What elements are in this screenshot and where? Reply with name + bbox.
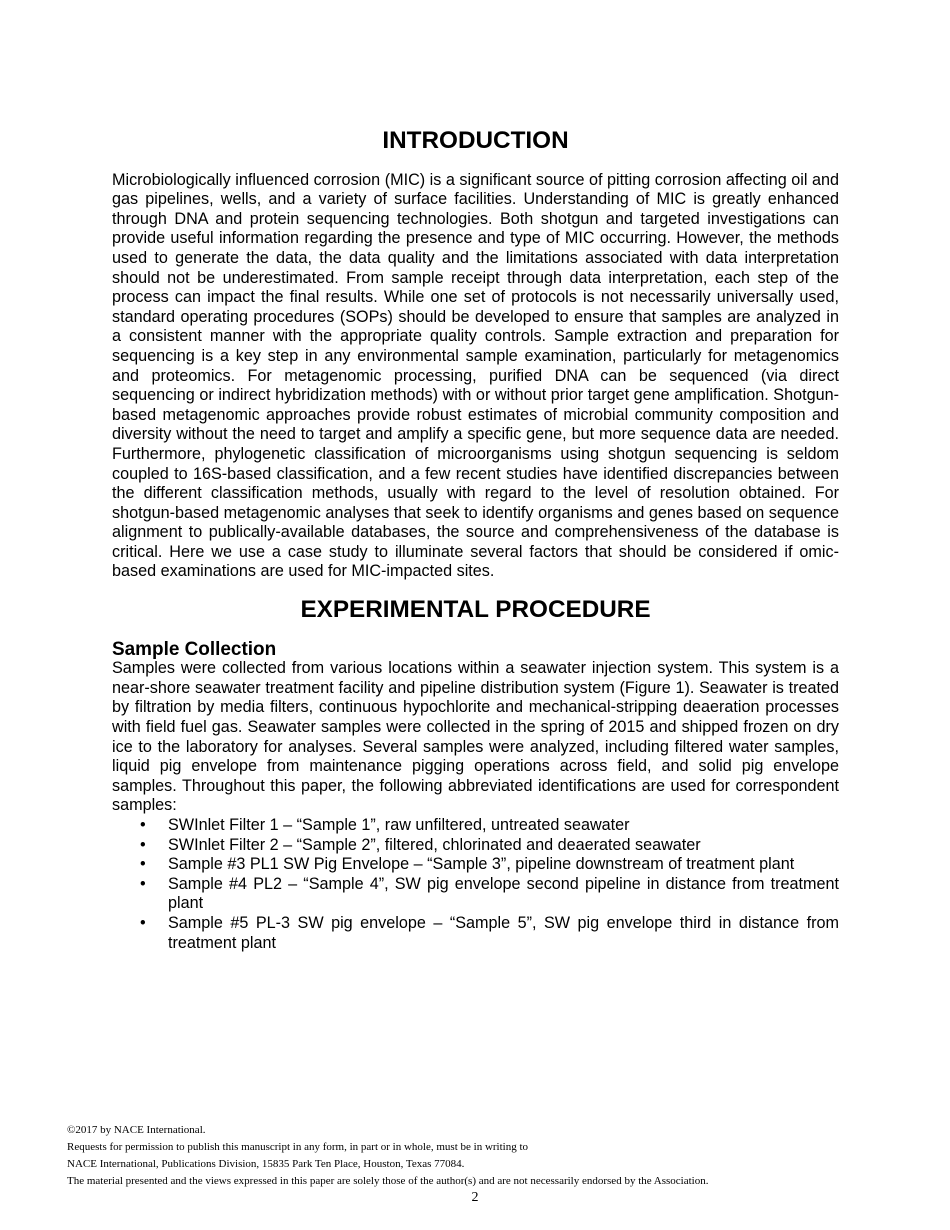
disclaimer: The material presented and the views expressed in this paper are solely those of the author(s) and are not necessarily endorsed by the Association. [67, 1175, 709, 1187]
bullet: • [140, 816, 146, 834]
sample-list-item-text: SWInlet Filter 2 – “Sample 2”, filtered, chlorinated and deaerated seawater [168, 835, 701, 854]
bullet: • [140, 855, 146, 874]
bullet: • [140, 913, 146, 932]
sample-collection-subheading: Sample Collection [112, 638, 277, 660]
sample-list-item [112, 816, 839, 836]
copyright-notice: ©2017 by NACE International. [67, 1124, 206, 1136]
introduction-paragraph: Microbiologically influenced corrosion (MIC) is a significant source of pitting corrosion affecting oil and gas pipelines, wells, and a variety of surface facilities. Understanding of MIC is greatly enhanced through DNA and protein sequencing technologies. Both shotgun and targeted investigations can provide useful information regarding the presence and type of MIC occurring. However, the methods used to generate the data, the data quality and the limitations associated with data interpretation should not be underestimated. From sample receipt through data interpretation, each step of the process can impact the final results. While one set of protocols is not necessarily universally used, standard operating procedures (SOPs) should be developed to ensure that samples are analyzed in a consistent manner with the appropriate quality controls. Sample extraction and preparation for sequencing is a key step in any environmental sample examination, particularly for metagenomics and proteomics. For metagenomic processing, purified DNA can be sequenced (via direct sequencing or indirect hybridization methods) with or without prior target gene amplification. Shotgun-based metagenomic approaches provide robust estimates of microbial community composition and diversity without the need to target and amplify a specific gene, but more sequence data are needed. Furthermore, phylogenetic classification of microorganisms using shotgun sequencing is seldom coupled to 16S-based classification, and a few recent studies have identified discrepancies between the different classification methods, usually with regard to the level of resolution obtained. For shotgun-based metagenomic analyses that seek to identify organisms and genes based on sequence alignment to publically-available databases, the source and comprehensiveness of the database is critical. Here we use a case study to illuminate several factors that should be considered if omic-based examinations are used for MIC-impacted sites. [112, 170, 839, 581]
sample-list-item [112, 836, 839, 856]
sample-list-item [112, 914, 839, 953]
sample-list-item-text: Sample #4 PL2 – “Sample 4”, SW pig envelope second pipeline in distance from treatment plant [168, 874, 839, 913]
sample-list-item-text: SWInlet Filter 1 – “Sample 1”, raw unfiltered, untreated seawater [168, 816, 630, 834]
sample-collection-paragraph: Samples were collected from various locations within a seawater injection system. This system is a near-shore seawater treatment facility and pipeline distribution system (Figure 1). Seawater is treated by filtration by media filters, continuous hypochlorite and mechanical-stripping deaeration processes with field fuel gas. Seawater samples were collected in the spring of 2015 and shipped frozen on dry ice to the laboratory for analyses. Several samples were analyzed, including filtered water samples, liquid pig envelope from maintenance pigging operations across field, and solid pig envelope samples. Throughout this paper, the following abbreviated identifications are used for correspondent samples: [112, 659, 839, 815]
permission-notice-line-1: Requests for permission to publish this manuscript in any form, in part or in whole, must be in writing to [67, 1141, 529, 1153]
main-content [112, 127, 839, 953]
introduction-heading: INTRODUCTION [382, 127, 569, 154]
permission-notice-line-2: NACE International, Publications Division, 15835 Park Ten Place, Houston, Texas 77084. [67, 1158, 465, 1170]
sample-list-item [112, 855, 839, 875]
sample-list-item [112, 875, 839, 914]
sample-list-item-text: Sample #3 PL1 SW Pig Envelope – “Sample 3”, pipeline downstream of treatment plant [168, 855, 795, 874]
sample-list-item-text: Sample #5 PL-3 SW pig envelope – “Sample 5”, SW pig envelope third in distance from treatment plant [168, 913, 839, 952]
page-footer [67, 1122, 887, 1190]
bullet: • [140, 874, 146, 893]
page-number: 2 [471, 1190, 479, 1205]
sample-list [112, 816, 839, 953]
experimental-procedure-heading: EXPERIMENTAL PROCEDURE [300, 596, 651, 624]
bullet: • [140, 835, 146, 854]
